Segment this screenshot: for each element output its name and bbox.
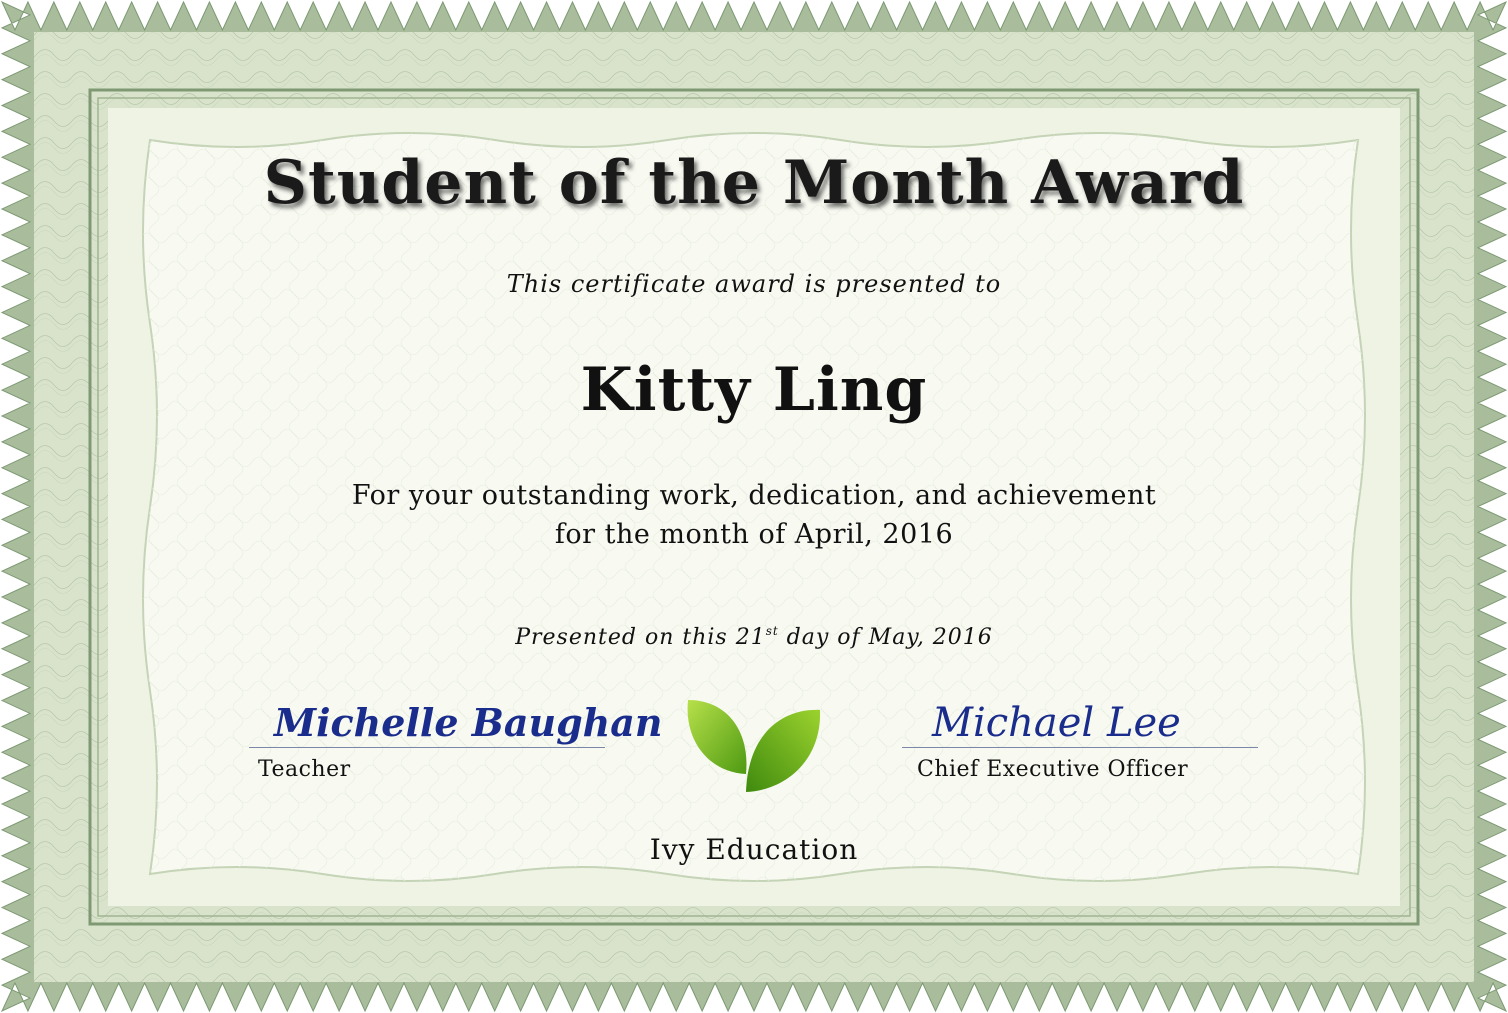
organization-name: Ivy Education xyxy=(649,833,859,866)
award-reason-line-2: for the month of April, 2016 xyxy=(554,519,954,550)
presented-date-prefix: Presented on this 21 xyxy=(515,625,766,650)
award-reason-line-1: For your outstanding work, dedication, and achievement xyxy=(351,480,1157,511)
award-reason xyxy=(0,476,1508,554)
right-signature: Michael Lee xyxy=(932,700,1181,746)
presented-date-suffix: st xyxy=(765,624,779,638)
presented-date xyxy=(0,624,1508,650)
right-signature-line xyxy=(902,747,1258,748)
certificate-title: Student of the Month Award xyxy=(263,148,1245,218)
left-signature-line xyxy=(249,747,605,748)
presented-date-rest: day of May, 2016 xyxy=(778,625,993,650)
leaf-icon xyxy=(680,692,830,797)
certificate-intro: This certificate award is presented to xyxy=(506,270,1002,298)
recipient-name: Kitty Ling xyxy=(580,355,928,425)
left-signature-role: Teacher xyxy=(258,757,351,782)
left-signature: Michelle Baughan xyxy=(274,700,663,745)
right-signature-role: Chief Executive Officer xyxy=(917,757,1189,782)
